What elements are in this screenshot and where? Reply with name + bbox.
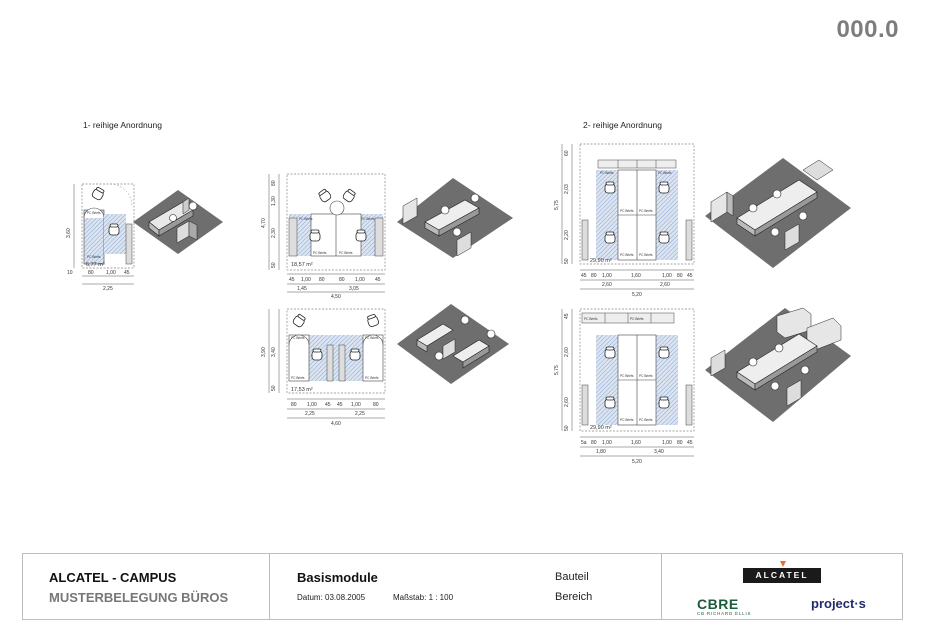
desk-label: PC Briefs <box>620 209 634 213</box>
isometric-view-group-office-four-alt <box>703 306 853 426</box>
dimension-total: 5,20 <box>632 292 642 298</box>
dimension-width: 80 <box>677 440 683 446</box>
dimension-width: 1,00 <box>662 440 672 446</box>
project-title: ALCATEL - CAMPUS <box>49 570 177 585</box>
date-label: Datum: 03.08.2005 <box>297 593 366 602</box>
dimension-width: 45 <box>337 402 343 408</box>
dimension-width: 45 <box>124 270 130 276</box>
dimension-width: 80 <box>591 440 597 446</box>
desk-label: PC Briefs <box>639 209 653 213</box>
desk-label: PC Briefs <box>299 217 313 221</box>
dimension-width-sub: 2,25 <box>355 411 365 417</box>
floor-plan-single-office <box>62 180 142 292</box>
dimension-height: 50 <box>564 258 570 264</box>
dimension-width: 45 <box>687 273 693 279</box>
desk-label: PC Briefs <box>620 374 634 378</box>
section-title-double-row: 2- reihige Anordnung <box>583 120 662 130</box>
dimension-width: 80 <box>373 402 379 408</box>
desk-label: PC Briefs <box>365 376 379 380</box>
dimension-width-sub: 1,80 <box>596 449 606 455</box>
dimension-width: 45 <box>289 277 295 283</box>
dimension-total: 2,25 <box>103 286 113 292</box>
desk-label: PC Briefs <box>339 251 353 255</box>
floor-plan-group-office-four-alt <box>552 305 702 465</box>
desk-label: PC Briefs <box>87 211 101 215</box>
dimension-total-height: 3,90 <box>261 347 267 357</box>
dimension-width: 1,60 <box>631 440 641 446</box>
room-area-label: 18,57 m² <box>291 262 313 268</box>
alcatel-logo-text: ALCATEL <box>755 570 809 580</box>
dimension-width-sub: 3,05 <box>349 286 359 292</box>
isometric-view-single-office <box>131 178 226 273</box>
desk-label: PC Briefs <box>658 171 672 175</box>
desk-label: PC Briefs <box>630 317 644 321</box>
dimension-height: 2,60 <box>564 347 570 357</box>
dimension-width: 80 <box>677 273 683 279</box>
isometric-view-double-office-facing <box>395 176 515 271</box>
section-title-single-row: 1- reihige Anordnung <box>83 120 162 130</box>
dimension-width: 45 <box>325 402 331 408</box>
dimension-width-sub: 3,40 <box>654 449 664 455</box>
dimension-height: 80 <box>271 180 277 186</box>
alcatel-logo <box>743 568 821 583</box>
dimension-width: 1,00 <box>355 277 365 283</box>
dimension-total-height: 5,75 <box>554 200 560 210</box>
dimension-width-sub: 2,25 <box>305 411 315 417</box>
dimension-width: 1,00 <box>307 402 317 408</box>
dimension-height: 3,40 <box>271 347 277 357</box>
dimension-width: 1,00 <box>351 402 361 408</box>
dimension-total: 4,60 <box>331 421 341 427</box>
dimension-total: 5,20 <box>632 459 642 465</box>
desk-label: PC Briefs <box>639 374 653 378</box>
dimension-width: 80 <box>319 277 325 283</box>
desk-label: PC Briefs <box>620 418 634 422</box>
alcatel-logo-mark-icon <box>780 561 786 567</box>
dimension-width-sub: 1,45 <box>297 286 307 292</box>
dimension-width: 80 <box>339 277 345 283</box>
dimension-height: 1,30 <box>271 196 277 206</box>
dimension-width: 45 <box>581 273 587 279</box>
dimension-width: 1,00 <box>602 440 612 446</box>
room-area-label: 29,90 m² <box>590 425 612 431</box>
dimension-width: 80 <box>591 273 597 279</box>
dimension-height: 50 <box>271 385 277 391</box>
floor-plan-group-office-four <box>552 140 702 300</box>
dimension-height: 2,60 <box>564 397 570 407</box>
dimension-width: 45 <box>375 277 381 283</box>
room-area-label: 29,90 m² <box>590 258 612 264</box>
desk-label: PC Briefs <box>620 253 634 257</box>
dimension-height: 50 <box>564 425 570 431</box>
dimension-width-sub: 2,60 <box>660 282 670 288</box>
dimension-total: 4,50 <box>331 294 341 300</box>
title-block <box>22 553 903 620</box>
room-area-label: 17,53 m² <box>291 387 313 393</box>
floor-plan-double-office-facing <box>255 170 395 300</box>
dimension-height-base: 10 <box>67 270 73 276</box>
dimension-height: 2,30 <box>271 228 277 238</box>
desk-label: PC Briefs <box>313 251 327 255</box>
dimension-width: 1,00 <box>301 277 311 283</box>
dimension-height: 2,20 <box>564 230 570 240</box>
project-subtitle: MUSTERBELEGUNG BÜROS <box>49 590 229 605</box>
desk-label: PC Briefs <box>600 171 614 175</box>
desk-label: PC Briefs <box>291 376 305 380</box>
desk-label: PC Briefs <box>584 317 598 321</box>
desk-label: PC Briefs <box>87 255 101 259</box>
dimension-total-height: 5,75 <box>554 365 560 375</box>
desk-label: PC Briefs <box>365 336 379 340</box>
dimension-height: 2,03 <box>564 184 570 194</box>
dimension-width: 1,00 <box>602 273 612 279</box>
dimension-width: 1,00 <box>662 273 672 279</box>
room-area-label: 6,77 m² <box>86 262 105 268</box>
cbre-logo-subtitle: CB RICHARD ELLIS <box>697 611 752 616</box>
projects-logo: project·s <box>811 596 866 611</box>
dimension-width: 80 <box>291 402 297 408</box>
scale-label: Maßstab: 1 : 100 <box>393 593 454 602</box>
dimension-height: 60 <box>564 150 570 156</box>
desk-label: PC Briefs <box>639 418 653 422</box>
dimension-width: 5a <box>581 440 587 446</box>
bereich-label: Bereich <box>555 591 593 603</box>
dimension-width: 45 <box>687 440 693 446</box>
sheet-title: Basismodule <box>297 570 378 585</box>
dimension-width: 1,60 <box>631 273 641 279</box>
dimension-height: 50 <box>271 262 277 268</box>
sheet-number: 000.0 <box>836 16 899 43</box>
desk-label: PC Briefs <box>291 336 305 340</box>
dimension-total-height: 4,70 <box>261 218 267 228</box>
title-block-divider <box>661 554 662 619</box>
title-block-divider <box>269 554 270 619</box>
dimension-width: 1,00 <box>106 270 116 276</box>
isometric-view-group-office-four <box>703 156 853 271</box>
dimension-width: 80 <box>88 270 94 276</box>
dimension-height: 45 <box>564 313 570 319</box>
isometric-view-double-office-split <box>395 298 515 398</box>
desk-label: PC Briefs <box>361 217 375 221</box>
floor-plan-double-office-split <box>255 305 395 430</box>
desk-label: PC Briefs <box>639 253 653 257</box>
bauteil-label: Bauteil <box>555 571 589 583</box>
dimension-width-sub: 2,60 <box>602 282 612 288</box>
cbre-logo: CBRE <box>697 596 739 612</box>
dimension-height: 3,60 <box>66 228 72 238</box>
